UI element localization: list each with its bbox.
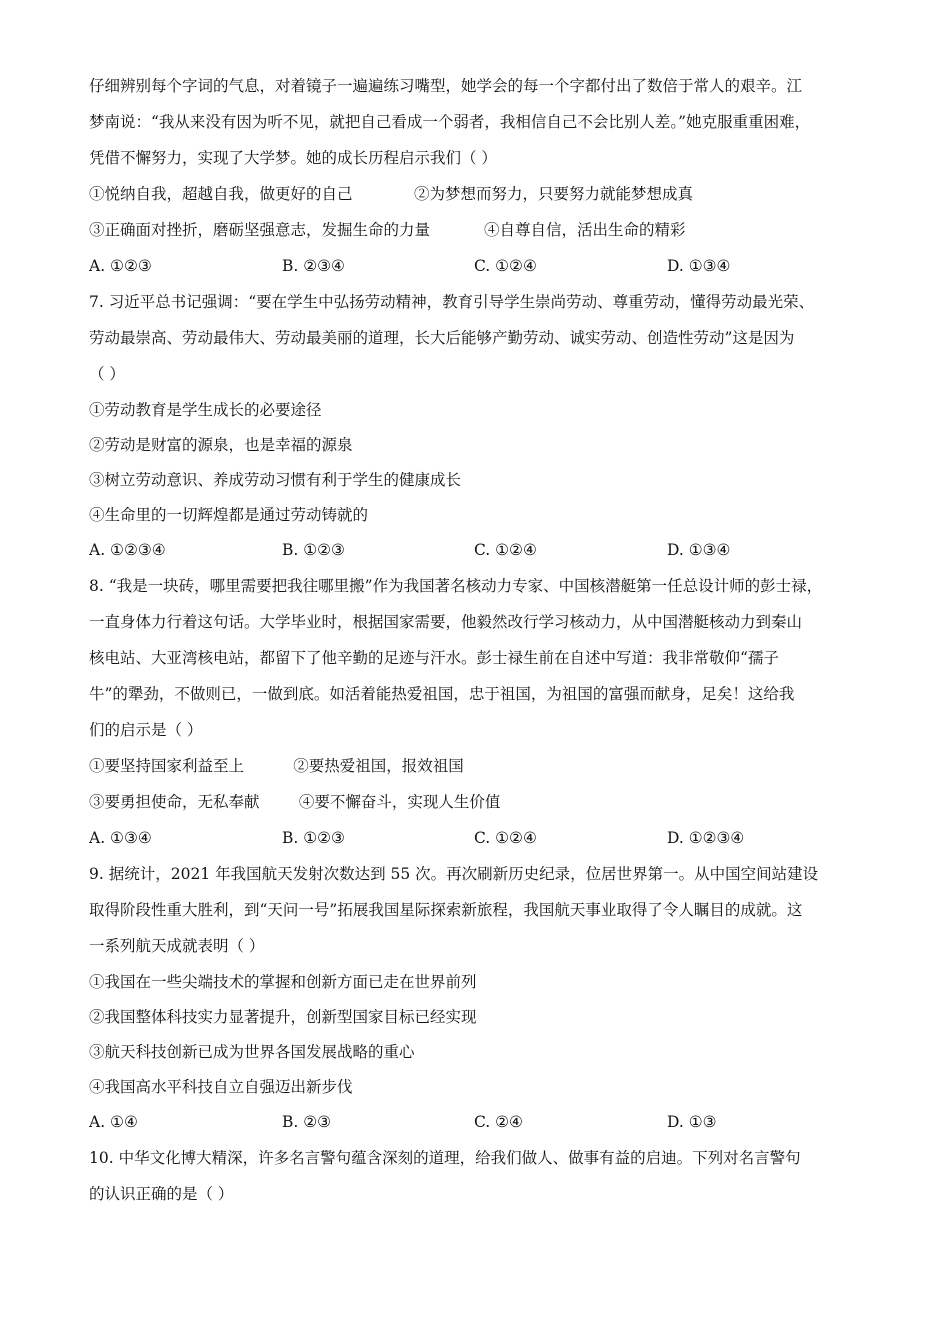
q7-stem-line-2: 劳动最崇高、劳动最伟大、劳动最美丽的道理，长大后能够产勤劳动、诚实劳动、创造性劳动”这是因为 xyxy=(89,329,795,347)
q8-option-a: A. ①③④ xyxy=(89,829,152,847)
q6-stem-line-1: 仔细辨别每个字词的气息，对着镜子一遍遍练习嘴型，她学会的每一个字都付出了数倍于常人的艰辛。江 xyxy=(89,77,803,95)
q9-stem-line-1: 9. 据统计，2021 年我国航天发射次数达到 55 次。再次刷新历史纪录，位居世界第一。从中国空间站建设 xyxy=(89,865,819,883)
q8-option-b: B. ①②③ xyxy=(282,829,345,847)
q7-statement-3: ③树立劳动意识、养成劳动习惯有利于学生的健康成长 xyxy=(89,471,462,489)
q10-stem-line-2: 的认识正确的是（ ） xyxy=(89,1185,234,1203)
q8-stem-line-3: 核电站、大亚湾核电站，都留下了他辛勤的足迹与汗水。彭士禄生前在自述中写道：我非常敬仰“孺子 xyxy=(89,649,779,667)
q6-option-b: B. ②③④ xyxy=(282,257,345,275)
q8-stem-line-2: 一直身体力行着这句话。大学毕业时，根据国家需要，他毅然改行学习核动力，从中国潜艇核动力到秦山 xyxy=(89,613,803,631)
q7-stem-line-3: （ ） xyxy=(89,365,125,383)
q8-stem-line-5: 们的启示是（ ） xyxy=(89,721,203,739)
q9-option-a: A. ①④ xyxy=(89,1113,138,1131)
q8-statements-row-2: ③要勇担使命，无私奉献 ④要不懈奋斗，实现人生价值 xyxy=(89,793,501,811)
q6-stem-line-3: 凭借不懈努力，实现了大学梦。她的成长历程启示我们（ ） xyxy=(89,149,497,167)
q9-option-b: B. ②③ xyxy=(282,1113,332,1131)
q7-option-c: C. ①②④ xyxy=(474,541,537,559)
q7-option-a: A. ①②③④ xyxy=(89,541,166,559)
q7-statement-2: ②劳动是财富的源泉，也是幸福的源泉 xyxy=(89,436,353,454)
q8-stem-line-4: 牛”的犟劲，不做则已，一做到底。如活着能热爱祖国，忠于祖国，为祖国的富强而献身，足矣！这给我 xyxy=(89,685,795,703)
q8-option-d: D. ①②③④ xyxy=(667,829,745,847)
q7-statement-1: ①劳动教育是学生成长的必要途径 xyxy=(89,401,322,419)
q6-option-a: A. ①②③ xyxy=(89,257,152,275)
q7-option-d: D. ①③④ xyxy=(667,541,731,559)
q7-statement-4: ④生命里的一切辉煌都是通过劳动铸就的 xyxy=(89,506,369,524)
q9-statement-1: ①我国在一些尖端技术的掌握和创新方面已走在世界前列 xyxy=(89,973,477,991)
q8-statements-row-1: ①要坚持国家利益至上 ②要热爱祖国，报效祖国 xyxy=(89,757,464,775)
q8-stem-line-1: 8. “我是一块砖，哪里需要把我往哪里搬”作为我国著名核动力专家、中国核潜艇第一任总设计师的彭士禄， xyxy=(89,577,823,595)
q6-statement-1: ①悦纳自我，超越自我，做更好的自己 xyxy=(89,185,353,203)
q9-statement-2: ②我国整体科技实力显著提升，创新型国家目标已经实现 xyxy=(89,1008,477,1026)
q6-statement-4: ④自尊自信，活出生命的精彩 xyxy=(484,221,686,239)
q6-stem-line-2: 梦南说：“我从来没有因为听不见，就把自己看成一个弱者，我相信自己不会比别人差。”她克服重重困难， xyxy=(89,113,811,131)
q6-statement-3: ③正确面对挫折，磨砺坚强意志，发掘生命的力量 xyxy=(89,221,431,239)
q9-statement-4: ④我国高水平科技自立自强迈出新步伐 xyxy=(89,1078,353,1096)
q9-option-d: D. ①③ xyxy=(667,1113,717,1131)
q7-stem-line-1: 7. 习近平总书记强调：“要在学生中弘扬劳动精神，教育引导学生崇尚劳动、尊重劳动，懂得劳动最光荣、 xyxy=(89,293,815,311)
q6-option-d: D. ①③④ xyxy=(667,257,731,275)
q9-stem-line-3: 一系列航天成就表明（ ） xyxy=(89,937,265,955)
q9-stem-line-2: 取得阶段性重大胜利，到“天问一号”拓展我国星际探索新旅程，我国航天事业取得了令人瞩目的成就。这 xyxy=(89,901,803,919)
q9-option-c: C. ②④ xyxy=(474,1113,523,1131)
q8-option-c: C. ①②④ xyxy=(474,829,537,847)
q6-option-c: C. ①②④ xyxy=(474,257,537,275)
q9-statement-3: ③航天科技创新已成为世界各国发展战略的重心 xyxy=(89,1043,415,1061)
q10-stem-line-1: 10. 中华文化博大精深，许多名言警句蕴含深刻的道理，给我们做人、做事有益的启迪。下列对名言警句 xyxy=(89,1149,801,1167)
q6-statement-2: ②为梦想而努力，只要努力就能梦想成真 xyxy=(414,185,694,203)
q7-option-b: B. ①②③ xyxy=(282,541,345,559)
